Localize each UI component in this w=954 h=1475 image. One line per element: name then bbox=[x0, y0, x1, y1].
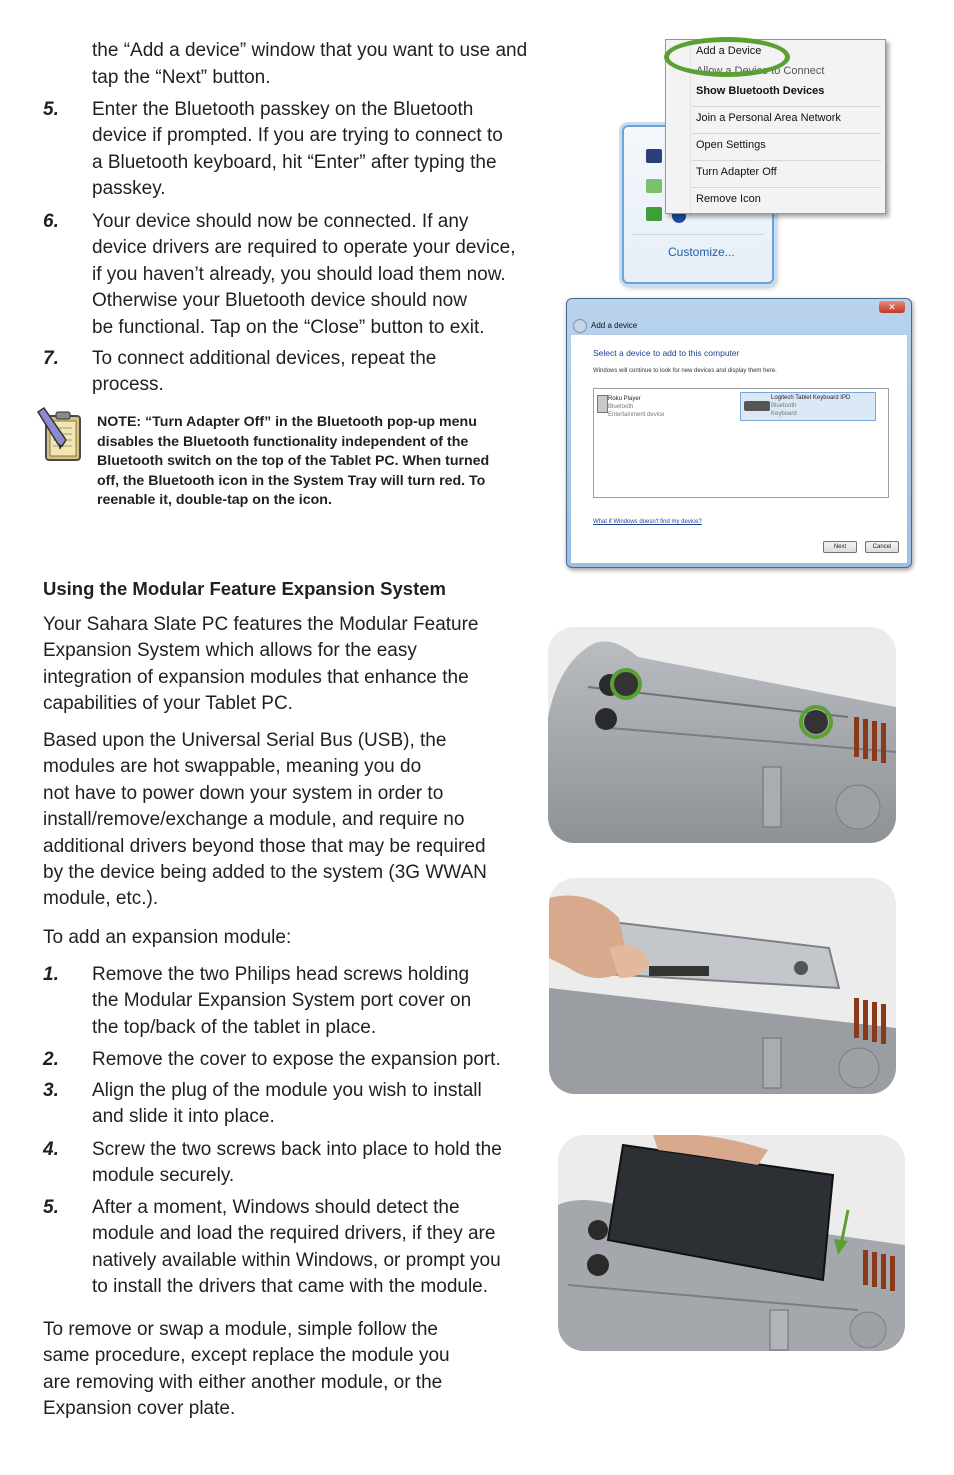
dialog-subtext: Windows will continue to look for new devices and display them here. bbox=[593, 368, 777, 374]
step-text: Remove the two Philips head screws holding the Modular Expansion System port cover on the top/back of the tablet in place. bbox=[92, 964, 472, 1038]
step-text: Enter the Bluetooth passkey on the Bluetooth device if prompted. If you are trying to connect to a Bluetooth keyboard, hit “Enter” after typing the passkey. bbox=[92, 99, 503, 200]
network-icon bbox=[646, 149, 662, 163]
shield-icon bbox=[646, 207, 662, 221]
device-item-keyboard[interactable]: Logitech Tablet Keyboard IPD Bluetooth Keyboard bbox=[740, 392, 876, 421]
intro-line-1: the “Add a device” window that you want to use and bbox=[92, 40, 528, 61]
next-button[interactable]: Next bbox=[823, 541, 857, 553]
section-heading: Using the Modular Feature Expansion System bbox=[43, 578, 446, 599]
paragraph: Based upon the Universal Serial Bus (USB), the modules are hot swappable, meaning you do not have to power down your system in order to install/remove/exchange a module, and require no additional drivers beyond those that may be required by the device being added to the system (3G WWAN module, etc.). bbox=[43, 730, 487, 910]
step-number: 2. bbox=[43, 1049, 59, 1070]
photo-inserting-module bbox=[558, 1135, 905, 1351]
add-device-window bbox=[566, 298, 912, 568]
step-text: Remove the cover to expose the expansion port. bbox=[92, 1049, 501, 1070]
help-link[interactable]: What if Windows doesn't find my device? bbox=[593, 519, 702, 525]
device-item-roku[interactable]: Roku Player Bluetooth Entertainment device bbox=[608, 396, 665, 418]
step-number: 1. bbox=[43, 964, 59, 985]
menu-item-show-devices[interactable]: Show Bluetooth Devices bbox=[696, 85, 825, 97]
step-number: 5. bbox=[43, 99, 59, 120]
menu-item-add-device[interactable]: Add a Device bbox=[696, 45, 762, 57]
step-text: Your device should now be connected. If any device drivers are required to operate your device, if you haven’t already, you should load them now. Otherwise your Bluetooth device should now be functional. Tap on the “Close” button to exit. bbox=[92, 211, 516, 338]
menu-item-join-pan[interactable]: Join a Personal Area Network bbox=[696, 112, 841, 124]
step-text: To connect additional devices, repeat the process. bbox=[92, 348, 437, 396]
device-icon bbox=[597, 395, 608, 413]
menu-item-remove-icon[interactable]: Remove Icon bbox=[696, 193, 761, 205]
paragraph: Your Sahara Slate PC features the Modular Feature Expansion System which allows for the easy integration of expansion modules that enhance the capabilities of your Tablet PC. bbox=[43, 614, 479, 715]
intro-line-2: tap the “Next” button. bbox=[92, 67, 271, 88]
note-text: NOTE: “Turn Adapter Off” in the Bluetooth pop-up menu disables the Bluetooth functionality independent of the Bluetooth switch on the top of the Tablet PC. When turned off, the Bluetooth icon in the System Tray will turn red. To reenable it, double-tap on the icon. bbox=[97, 414, 490, 509]
check-icon bbox=[646, 179, 662, 193]
menu-item-turn-adapter-off[interactable]: Turn Adapter Off bbox=[696, 166, 777, 178]
window-title: Add a device bbox=[591, 321, 638, 330]
step-text: Screw the two screws back into place to hold the module securely. bbox=[92, 1139, 502, 1187]
photo-port-cover-screws bbox=[548, 627, 896, 843]
cancel-button[interactable]: Cancel bbox=[865, 541, 899, 553]
menu-item-open-settings[interactable]: Open Settings bbox=[696, 139, 766, 151]
menu-item-allow-connect[interactable]: Allow a Device to Connect bbox=[696, 65, 825, 77]
step-number: 6. bbox=[43, 211, 59, 232]
keyboard-icon bbox=[744, 401, 770, 411]
device-list bbox=[593, 388, 889, 498]
highlight-circle bbox=[664, 37, 790, 77]
close-button[interactable]: ✕ bbox=[879, 301, 905, 313]
step-number: 5. bbox=[43, 1197, 59, 1218]
step-text: Align the plug of the module you wish to install and slide it into place. bbox=[92, 1080, 482, 1128]
step-number: 3. bbox=[43, 1080, 59, 1101]
step-text: After a moment, Windows should detect the module and load the required drivers, if they are natively available within Windows, or prompt you to install the drivers that came with the module. bbox=[92, 1197, 501, 1298]
paragraph: To remove or swap a module, simple follow the same procedure, except replace the module you are removing with either another module, or the Expansion cover plate. bbox=[43, 1319, 450, 1420]
notepad-pencil-icon bbox=[36, 406, 86, 469]
step-number: 7. bbox=[43, 348, 59, 369]
paragraph: To add an expansion module: bbox=[43, 927, 292, 948]
dialog-heading: Select a device to add to this computer bbox=[593, 348, 740, 358]
step-number: 4. bbox=[43, 1139, 59, 1160]
photo-removing-cover bbox=[549, 878, 896, 1094]
customize-link[interactable]: Customize... bbox=[668, 245, 735, 259]
back-arrow-icon[interactable] bbox=[573, 319, 587, 333]
